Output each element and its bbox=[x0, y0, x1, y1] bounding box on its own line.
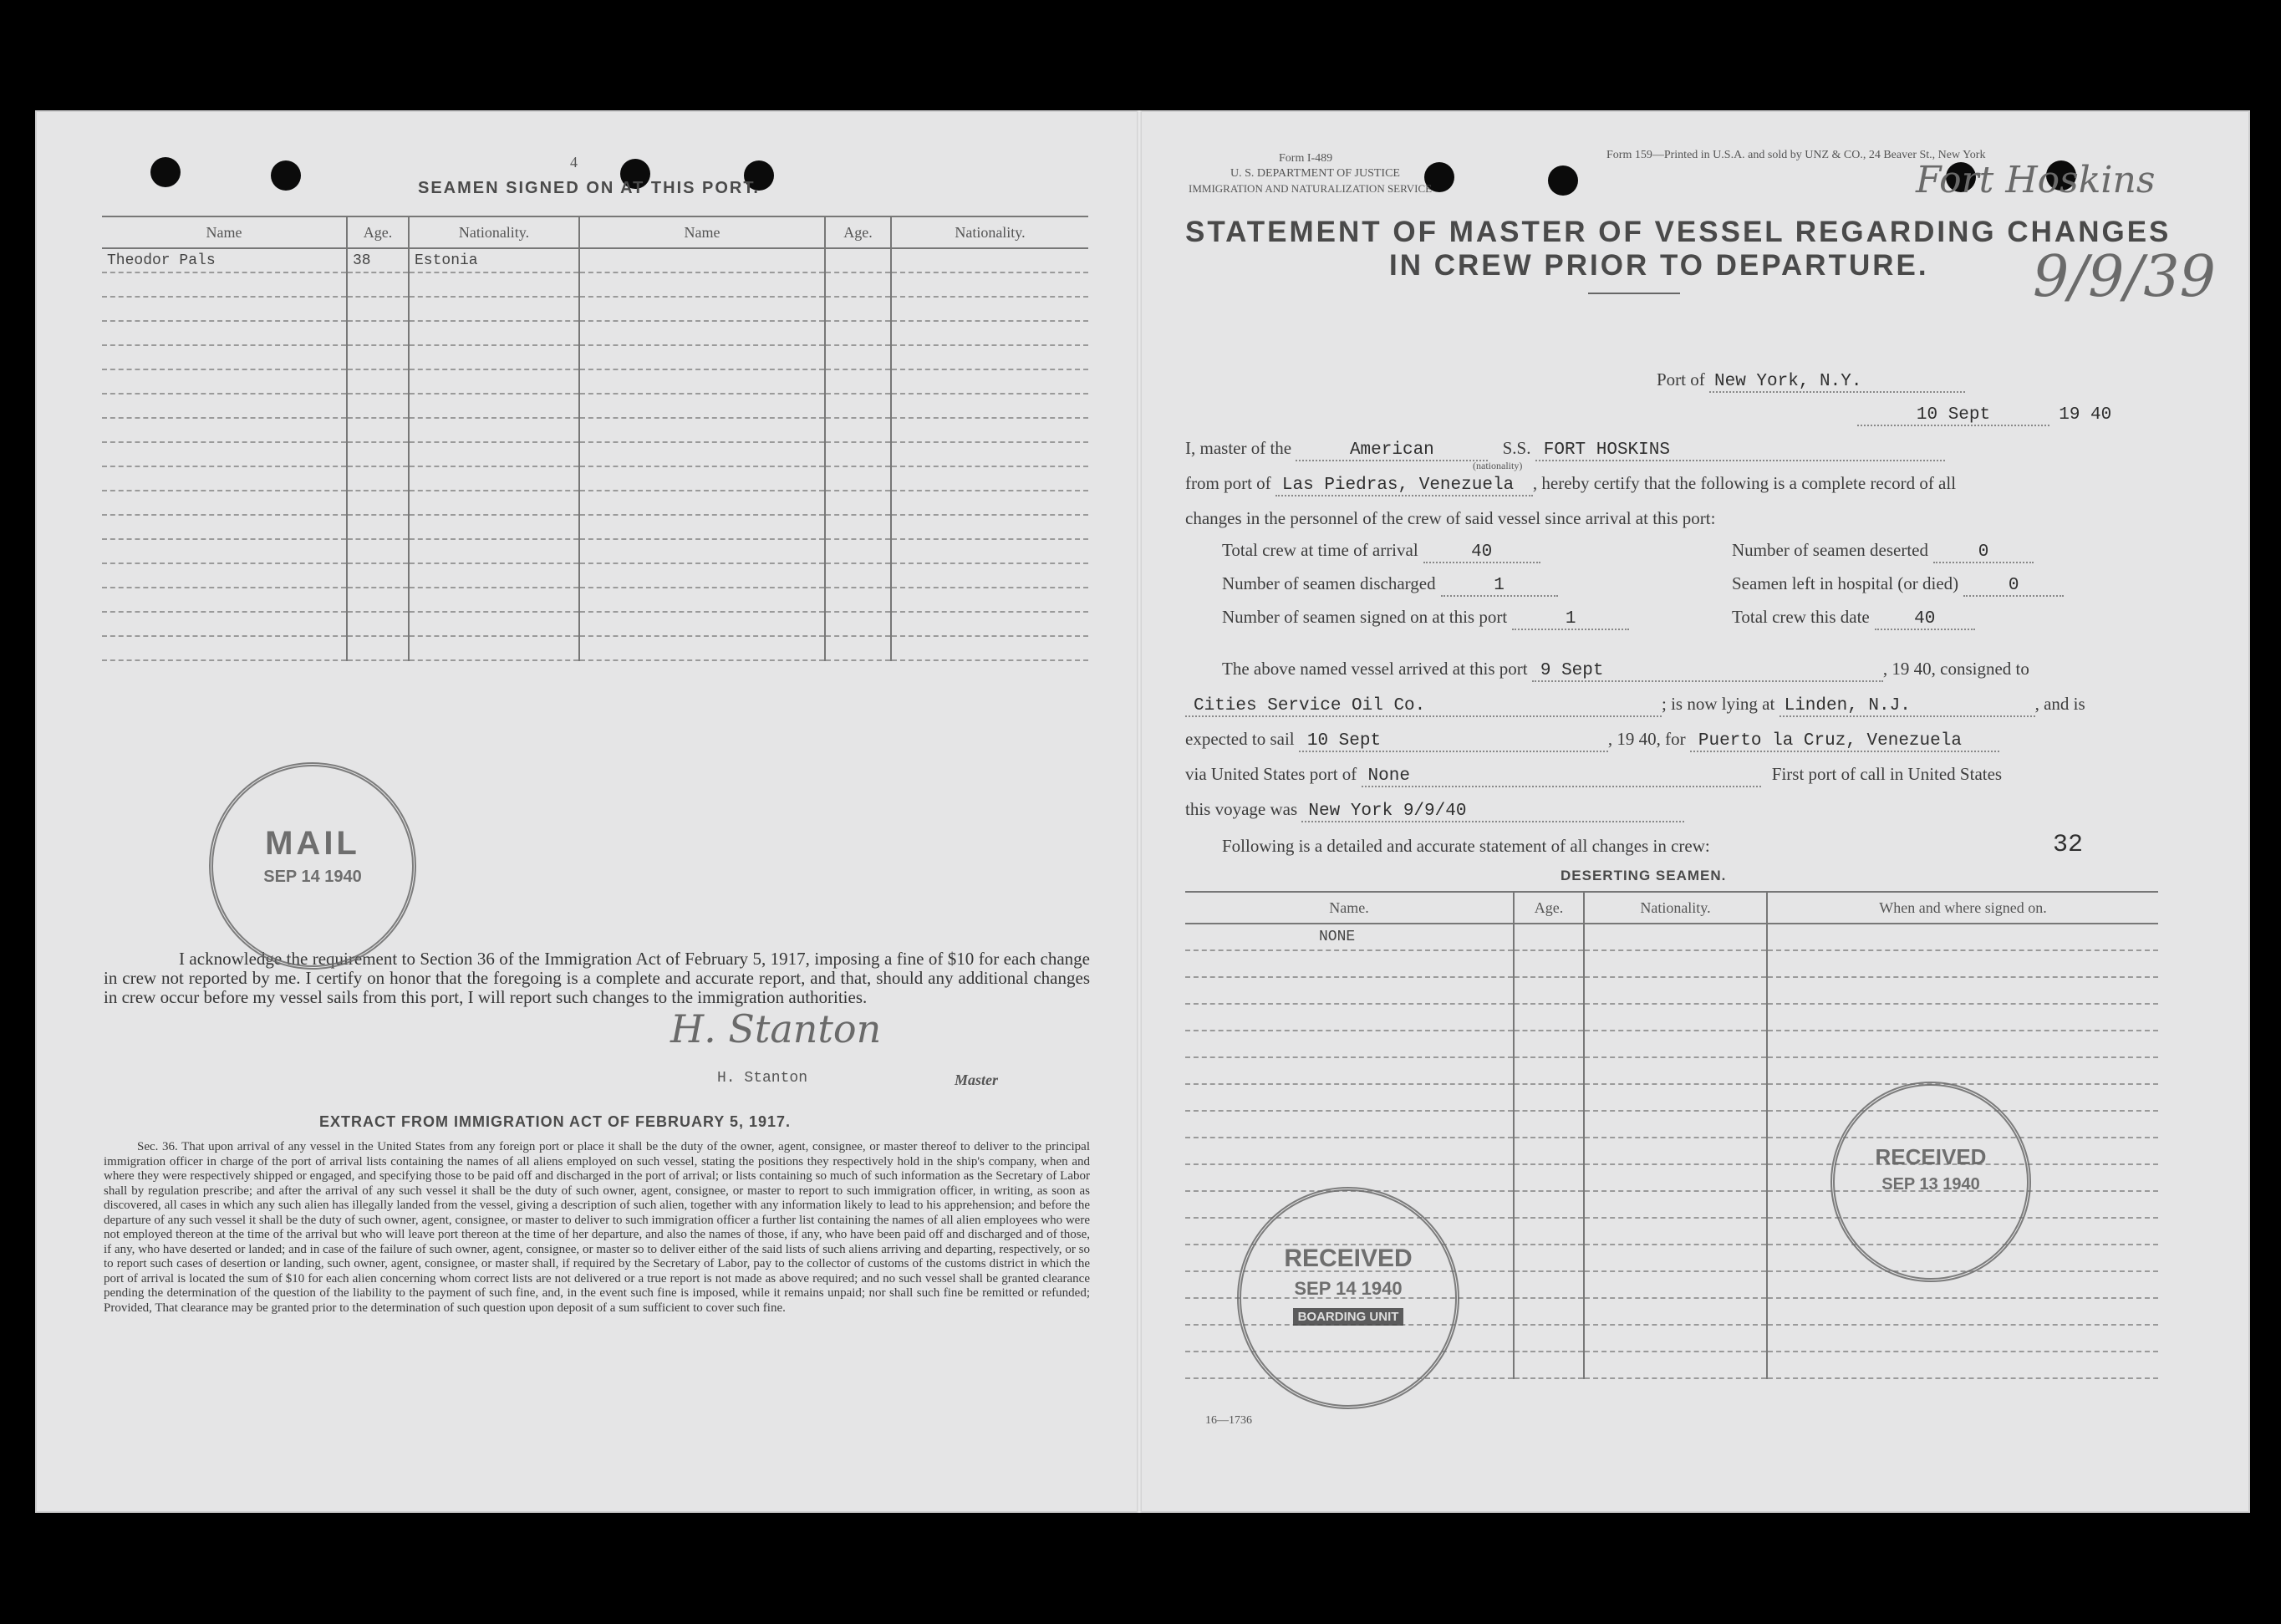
crew-stat-label: Seamen left in hospital (or died) bbox=[1732, 573, 1959, 593]
table-row bbox=[102, 272, 1088, 297]
master-of-label: I, master of the bbox=[1185, 438, 1292, 458]
table-cell bbox=[1185, 1111, 1514, 1138]
seamen-signed-title: SEAMEN SIGNED ON AT THIS PORT. bbox=[418, 179, 760, 197]
table-cell bbox=[102, 442, 347, 466]
received-stamp-2 bbox=[1830, 1082, 2031, 1282]
table-cell bbox=[409, 563, 579, 588]
table-cell bbox=[579, 321, 825, 345]
table-cell bbox=[1584, 977, 1767, 1004]
table-cell bbox=[1514, 950, 1584, 977]
certify-line2: changes in the personnel of the crew of said vessel since arrival at this port: bbox=[1185, 508, 1716, 528]
table-row bbox=[102, 345, 1088, 369]
footer-code: 16—1736 bbox=[1205, 1414, 1252, 1427]
page-number: 4 bbox=[570, 154, 578, 171]
table-row bbox=[1185, 924, 2158, 950]
extract-title: EXTRACT FROM IMMIGRATION ACT OF FEBRUARY 5, 1917. bbox=[319, 1113, 792, 1130]
table-cell bbox=[1767, 977, 2158, 1004]
table-cell bbox=[1514, 977, 1584, 1004]
table-cell: Estonia bbox=[409, 248, 579, 272]
crew-stat-label: Total crew at time of arrival bbox=[1222, 540, 1418, 560]
table-cell bbox=[1584, 1057, 1767, 1084]
received-stamp-1 bbox=[1237, 1187, 1459, 1409]
ss-label: S.S. bbox=[1502, 438, 1531, 458]
table-row bbox=[102, 563, 1088, 588]
nationality-value: American bbox=[1296, 440, 1488, 461]
table-cell bbox=[825, 345, 891, 369]
seamen-signed-table bbox=[102, 216, 1088, 661]
crew-stat-label: Number of seamen discharged bbox=[1222, 573, 1436, 593]
table-cell bbox=[102, 345, 347, 369]
table-cell bbox=[409, 442, 579, 466]
table-cell bbox=[1767, 1057, 2158, 1084]
table-cell bbox=[825, 612, 891, 636]
table-cell bbox=[347, 394, 409, 418]
table-cell bbox=[1185, 977, 1514, 1004]
table-cell bbox=[1185, 1138, 1514, 1164]
table-row bbox=[102, 321, 1088, 345]
mail-stamp bbox=[209, 762, 416, 970]
col-header: Nationality. bbox=[891, 216, 1088, 248]
table-cell bbox=[102, 321, 347, 345]
table-cell bbox=[1514, 1245, 1584, 1271]
table-cell bbox=[579, 491, 825, 515]
table-cell bbox=[1584, 950, 1767, 977]
table-cell bbox=[891, 321, 1088, 345]
table-cell bbox=[891, 612, 1088, 636]
table-cell bbox=[102, 636, 347, 660]
table-cell bbox=[347, 563, 409, 588]
table-cell bbox=[891, 588, 1088, 612]
table-cell: NONE bbox=[1185, 924, 1514, 950]
table-row bbox=[102, 418, 1088, 442]
table-cell bbox=[891, 272, 1088, 297]
expected-line bbox=[1185, 729, 1999, 752]
table-cell: Theodor Pals bbox=[102, 248, 347, 272]
table-cell bbox=[1767, 924, 2158, 950]
table-cell bbox=[891, 491, 1088, 515]
table-cell bbox=[579, 588, 825, 612]
table-cell bbox=[1514, 1111, 1584, 1138]
punch-hole bbox=[150, 157, 181, 187]
expected-value: 10 Sept bbox=[1299, 731, 1608, 752]
table-cell bbox=[347, 612, 409, 636]
crew-stat bbox=[1732, 573, 2064, 597]
department-name: U. S. DEPARTMENT OF JUSTICE bbox=[1230, 167, 1400, 180]
table-cell bbox=[579, 442, 825, 466]
via-value: None bbox=[1362, 766, 1761, 787]
via-label: via United States port of bbox=[1185, 764, 1357, 784]
table-row bbox=[1185, 1031, 2158, 1057]
statement-title-line2: IN CREW PRIOR TO DEPARTURE. bbox=[1389, 249, 1929, 282]
table-cell bbox=[347, 369, 409, 394]
voyage-label: this voyage was bbox=[1185, 799, 1298, 819]
table-cell bbox=[825, 321, 891, 345]
table-cell bbox=[102, 588, 347, 612]
table-cell bbox=[579, 636, 825, 660]
table-cell bbox=[1514, 1004, 1584, 1031]
stamp-date: SEP 13 1940 bbox=[1881, 1175, 1980, 1194]
table-cell bbox=[825, 466, 891, 491]
table-cell bbox=[347, 539, 409, 563]
punch-hole bbox=[271, 160, 301, 191]
table-cell bbox=[1584, 1271, 1767, 1298]
handwritten-ship-name: Fort Hoskins bbox=[1916, 159, 2156, 201]
table-cell bbox=[825, 442, 891, 466]
table-cell bbox=[1514, 1271, 1584, 1298]
extract-text: Sec. 36. That upon arrival of any vessel in the United States from any foreign port or place it shall be the duty of the owner, agent, consignee, or master thereof to deliver to the principal immigration officer in charge of the port of arrival lists containing the names of all aliens employed on such vessel, stating the positions they respectively hold in the ship's company, when and where they were respectively shipped or engaged, and specifying those to be paid off and discharged in the port of arrival; or lists containing so much of such information as the Secretary of Labor shall by regulation prescribe; and after the arrival of any such vessel it shall be the duty of such owner, agent, consignee, or master to report to such immigration officer, in writing, as soon as discovered, all cases in which any such alien has illegally landed from the vessel, giving a description of such alien, together with any information likely to lead to his apprehension; and before the departure of any such vessel it shall be the duty of such owner, agent, consignee, or master to deliver to such immigration officer a further list containing the names of all alien employees who were not employed thereon at the time of the arrival but who will leave port thereon at the time of her departure, and also the names of those, if any, who have been paid off and discharged and of those, if any, who have deserted or landed; and in case of the failure of such owner, agent, consignee, or master so to deliver either of the said lists of such aliens arriving and departing, respectively, or so to report such cases of desertion or landing, such owner, agent, consignee, or master shall, if required by the Secretary of Labor, pay to the collector of customs of the customs district in which the port of arrival is located the sum of $10 for each alien concerning whom correct lists are not delivered or a true report is not made as above required; and no such vessel shall be granted clearance pending the determination of the question of the liability to the payment of such fine, and, in the event such fine is imposed, while it remains unpaid; nor shall such fine be remitted or refunded; Provided, That clearance may be granted prior to the determination of such question upon deposit of a sum sufficient to cover such fine. bbox=[104, 1140, 1090, 1315]
col-header: Age. bbox=[825, 216, 891, 248]
table-cell bbox=[347, 636, 409, 660]
crew-stat-value: 1 bbox=[1512, 609, 1629, 630]
table-cell bbox=[579, 563, 825, 588]
table-cell bbox=[409, 369, 579, 394]
crew-stat-label: Total crew this date bbox=[1732, 607, 1870, 627]
voyage-line bbox=[1185, 799, 1684, 822]
crew-stat bbox=[1732, 607, 1975, 630]
crew-stat-value: 0 bbox=[1963, 576, 2064, 597]
table-cell bbox=[825, 563, 891, 588]
table-cell bbox=[579, 369, 825, 394]
stamp-text: MAIL bbox=[265, 825, 360, 862]
table-cell bbox=[579, 272, 825, 297]
stamp-date: SEP 14 1940 bbox=[1294, 1278, 1403, 1299]
table-cell bbox=[102, 272, 347, 297]
nationality-sublabel: (nationality) bbox=[1473, 460, 1523, 471]
table-row bbox=[102, 394, 1088, 418]
table-cell bbox=[1514, 1084, 1584, 1111]
table-cell bbox=[347, 466, 409, 491]
table-cell bbox=[891, 297, 1088, 321]
table-cell bbox=[409, 418, 579, 442]
deserting-title: DESERTING SEAMEN. bbox=[1561, 868, 1727, 883]
table-cell bbox=[102, 612, 347, 636]
table-cell bbox=[579, 466, 825, 491]
stamp-subtext: BOARDING UNIT bbox=[1293, 1308, 1404, 1326]
table-cell bbox=[347, 418, 409, 442]
table-cell bbox=[409, 539, 579, 563]
col-header: Name bbox=[102, 216, 347, 248]
table-cell bbox=[579, 515, 825, 539]
punch-hole bbox=[1548, 165, 1578, 196]
table-cell bbox=[409, 588, 579, 612]
table-cell bbox=[825, 539, 891, 563]
table-cell bbox=[579, 418, 825, 442]
table-row bbox=[102, 612, 1088, 636]
table-cell bbox=[1584, 1138, 1767, 1164]
table-cell bbox=[1767, 1325, 2158, 1352]
table-cell bbox=[1514, 924, 1584, 950]
table-cell bbox=[347, 345, 409, 369]
table-cell bbox=[102, 297, 347, 321]
handwritten-date: 9/9/39 bbox=[2033, 244, 2216, 310]
arrived-value: 9 Sept bbox=[1532, 661, 1883, 682]
from-port-label: from port of bbox=[1185, 473, 1271, 493]
table-cell bbox=[1514, 1352, 1584, 1378]
table-row bbox=[102, 369, 1088, 394]
table-cell bbox=[1584, 1031, 1767, 1057]
date-line bbox=[1857, 403, 2111, 426]
crew-stat bbox=[1222, 540, 1540, 563]
stamp-text: RECEIVED bbox=[1284, 1245, 1413, 1272]
via-line bbox=[1185, 764, 2002, 787]
table-cell bbox=[825, 394, 891, 418]
table-cell bbox=[1514, 1138, 1584, 1164]
lying-value: Linden, N.J. bbox=[1779, 696, 2035, 717]
table-cell bbox=[347, 491, 409, 515]
table-cell bbox=[102, 369, 347, 394]
master-label: Master bbox=[955, 1072, 999, 1088]
table-cell bbox=[1514, 1164, 1584, 1191]
crew-stat-value: 40 bbox=[1423, 542, 1540, 563]
table-cell bbox=[409, 491, 579, 515]
table-row bbox=[102, 491, 1088, 515]
table-cell bbox=[409, 612, 579, 636]
table-cell bbox=[1185, 1004, 1514, 1031]
table-cell bbox=[1584, 1164, 1767, 1191]
table-cell bbox=[102, 418, 347, 442]
col-header: When and where signed on. bbox=[1767, 892, 2158, 924]
table-cell bbox=[825, 272, 891, 297]
table-cell bbox=[891, 515, 1088, 539]
table-cell bbox=[1584, 1245, 1767, 1271]
table-cell bbox=[1514, 1031, 1584, 1057]
table-cell bbox=[347, 515, 409, 539]
table-cell bbox=[579, 612, 825, 636]
table-cell bbox=[891, 369, 1088, 394]
table-cell bbox=[579, 539, 825, 563]
certify-text: , hereby certify that the following is a complete record of all bbox=[1532, 473, 1957, 493]
table-cell bbox=[102, 515, 347, 539]
table-cell bbox=[1767, 1352, 2158, 1378]
acknowledgement-text: I acknowledge the requirement to Section 36 of the Immigration Act of February 5, 1917, imposing a fine of $10 for each change in crew not reported by me. I certify on honor that the foregoing is a complete and accurate report, and that, should any additional changes in crew occur before my vessel sails from this port, I will report such changes to the immigration authorities. bbox=[104, 949, 1090, 1007]
table-cell bbox=[579, 345, 825, 369]
from-port-line bbox=[1185, 473, 1956, 496]
table-cell bbox=[347, 297, 409, 321]
table-row bbox=[1185, 1057, 2158, 1084]
voyage-value: New York 9/9/40 bbox=[1301, 802, 1684, 822]
table-cell bbox=[1584, 1004, 1767, 1031]
table-cell bbox=[825, 588, 891, 612]
service-name: IMMIGRATION AND NATURALIZATION SERVICE bbox=[1189, 182, 1433, 195]
table-cell bbox=[891, 636, 1088, 660]
master-line bbox=[1185, 438, 1945, 461]
table-cell bbox=[1767, 1298, 2158, 1325]
following-line: Following is a detailed and accurate statement of all changes in crew: bbox=[1222, 836, 1710, 856]
consignee-value: Cities Service Oil Co. bbox=[1185, 696, 1662, 717]
table-cell bbox=[102, 394, 347, 418]
col-header: Nationality. bbox=[409, 216, 579, 248]
stamp-date: SEP 14 1940 bbox=[263, 868, 362, 886]
table-cell bbox=[347, 321, 409, 345]
port-label: Port of bbox=[1657, 369, 1705, 389]
date-value: 10 Sept bbox=[1857, 405, 2049, 426]
table-cell bbox=[347, 442, 409, 466]
col-header: Age. bbox=[347, 216, 409, 248]
table-cell bbox=[825, 636, 891, 660]
table-cell bbox=[1185, 1084, 1514, 1111]
table-cell bbox=[102, 539, 347, 563]
table-cell bbox=[1185, 1057, 1514, 1084]
for-label: , 19 40, for bbox=[1607, 729, 1686, 749]
table-row bbox=[102, 515, 1088, 539]
arrived-label: The above named vessel arrived at this port bbox=[1222, 659, 1528, 679]
table-cell bbox=[1514, 1218, 1584, 1245]
table-cell bbox=[102, 563, 347, 588]
crew-stat-label: Number of seamen signed on at this port bbox=[1222, 607, 1508, 627]
table-cell bbox=[891, 418, 1088, 442]
year-value: 19 40 bbox=[2059, 405, 2112, 425]
table-row bbox=[102, 636, 1088, 660]
lying-label: ; is now lying at bbox=[1662, 694, 1775, 714]
table-cell bbox=[825, 491, 891, 515]
crew-stat-value: 40 bbox=[1875, 609, 1975, 630]
table-cell bbox=[1584, 1111, 1767, 1138]
master-printed-name: H. Stanton bbox=[717, 1070, 808, 1087]
port-value: New York, N.Y. bbox=[1709, 372, 1965, 393]
crew-stat bbox=[1222, 607, 1629, 630]
from-port-value: Las Piedras, Venezuela bbox=[1275, 476, 1533, 496]
table-cell bbox=[1185, 1031, 1514, 1057]
table-cell bbox=[825, 418, 891, 442]
table-cell bbox=[1514, 1298, 1584, 1325]
table-cell bbox=[409, 515, 579, 539]
table-cell bbox=[891, 345, 1088, 369]
crew-stat-label: Number of seamen deserted bbox=[1732, 540, 1928, 560]
table-cell bbox=[347, 272, 409, 297]
col-header: Nationality. bbox=[1584, 892, 1767, 924]
and-is-text: , and is bbox=[2034, 694, 2085, 714]
table-row bbox=[102, 539, 1088, 563]
table-cell bbox=[579, 394, 825, 418]
table-cell bbox=[825, 248, 891, 272]
col-header: Age. bbox=[1514, 892, 1584, 924]
printer-note: Form 159—Printed in U.S.A. and sold by UNZ & CO., 24 Beaver St., New York bbox=[1606, 149, 1986, 161]
table-cell bbox=[409, 297, 579, 321]
arrived-line bbox=[1222, 659, 2029, 682]
table-cell bbox=[409, 345, 579, 369]
table-cell bbox=[1185, 950, 1514, 977]
table-cell bbox=[409, 636, 579, 660]
table-cell bbox=[825, 369, 891, 394]
table-row bbox=[1185, 977, 2158, 1004]
table-cell bbox=[1514, 1057, 1584, 1084]
table-cell bbox=[102, 466, 347, 491]
form-number: Form I-489 bbox=[1279, 152, 1333, 165]
table-row bbox=[1185, 950, 2158, 977]
crew-stat-value: 0 bbox=[1933, 542, 2034, 563]
vessel-value: FORT HOSKINS bbox=[1535, 440, 1945, 461]
table-row bbox=[102, 588, 1088, 612]
document-sheet bbox=[35, 110, 2250, 1513]
table-cell bbox=[579, 297, 825, 321]
margin-number: 32 bbox=[2053, 831, 2084, 859]
table-cell bbox=[1514, 1191, 1584, 1218]
table-cell bbox=[891, 442, 1088, 466]
table-cell bbox=[347, 588, 409, 612]
table-cell bbox=[1584, 1084, 1767, 1111]
stamp-text: RECEIVED bbox=[1875, 1144, 1987, 1169]
table-cell: 38 bbox=[347, 248, 409, 272]
table-cell bbox=[409, 394, 579, 418]
table-cell bbox=[409, 466, 579, 491]
table-cell bbox=[891, 466, 1088, 491]
col-header: Name. bbox=[1185, 892, 1514, 924]
page-fold bbox=[1137, 110, 1142, 1513]
table-cell bbox=[1584, 924, 1767, 950]
table-cell bbox=[102, 491, 347, 515]
title-rule bbox=[1588, 293, 1680, 294]
port-line bbox=[1657, 369, 1965, 393]
table-cell bbox=[579, 248, 825, 272]
table-cell bbox=[409, 321, 579, 345]
table-cell bbox=[1584, 1298, 1767, 1325]
table-row bbox=[102, 466, 1088, 491]
crew-stat-value: 1 bbox=[1441, 576, 1558, 597]
table-cell bbox=[1584, 1325, 1767, 1352]
consignee-line bbox=[1185, 694, 2085, 717]
table-row bbox=[102, 442, 1088, 466]
first-port-label: First port of call in United States bbox=[1771, 764, 2003, 784]
arrived-year: , 19 40, consigned to bbox=[1882, 659, 2029, 679]
table-cell bbox=[1584, 1191, 1767, 1218]
table-cell bbox=[825, 515, 891, 539]
table-cell bbox=[891, 563, 1088, 588]
table-row bbox=[1185, 1004, 2158, 1031]
master-signature: H. Stanton bbox=[670, 1006, 882, 1051]
crew-stat bbox=[1222, 573, 1558, 597]
table-row bbox=[102, 297, 1088, 321]
table-cell bbox=[1767, 1031, 2158, 1057]
table-cell bbox=[825, 297, 891, 321]
for-value: Puerto la Cruz, Venezuela bbox=[1690, 731, 1999, 752]
table-cell bbox=[891, 539, 1088, 563]
table-cell bbox=[1584, 1218, 1767, 1245]
table-cell bbox=[891, 248, 1088, 272]
statement-title-line1: STATEMENT OF MASTER OF VESSEL REGARDING CHANGES bbox=[1185, 216, 2172, 248]
table-cell bbox=[891, 394, 1088, 418]
expected-label: expected to sail bbox=[1185, 729, 1295, 749]
table-cell bbox=[1584, 1352, 1767, 1378]
table-row bbox=[102, 248, 1088, 272]
crew-stat bbox=[1732, 540, 2034, 563]
table-cell bbox=[409, 272, 579, 297]
col-header: Name bbox=[579, 216, 825, 248]
table-cell bbox=[1767, 950, 2158, 977]
table-row bbox=[1185, 1084, 2158, 1111]
table-cell bbox=[1767, 1004, 2158, 1031]
table-cell bbox=[1514, 1325, 1584, 1352]
